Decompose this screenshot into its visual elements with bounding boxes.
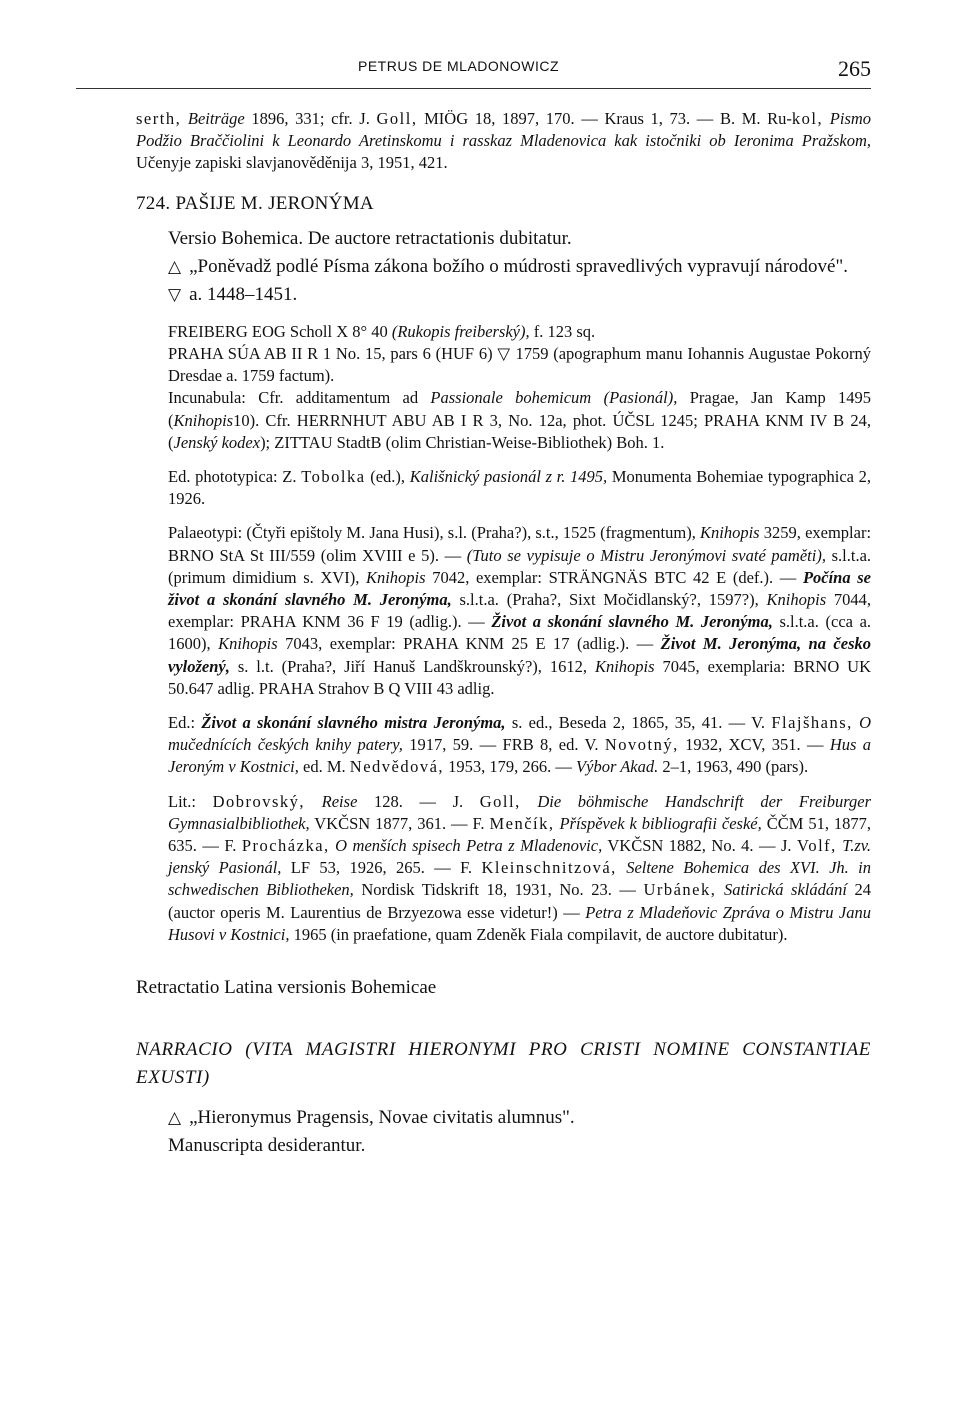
page-number: 265	[838, 56, 871, 81]
triangle-down-icon: ▽	[497, 344, 511, 364]
manuscripta-line: Manuscripta desiderantur.	[168, 1135, 366, 1157]
triangle-down-icon: ▽	[168, 284, 182, 304]
versio-line: Versio Bohemica. De auctore retractationis dubitatur.	[168, 227, 572, 249]
literature-paragraph: Lit.: Dobrovský, Reise 128. — J. Goll, Die böhmische Handschrift der Freiburger Gymnasialbibliothek, VKČSN 1877, 361. — F. Menčík, Příspěvek k bibliografii české, ČČM 51, 1877, 635. — F. Procházka, O menších spisech Petra z Mladenovic, VKČSN 1882, No. 4. — J. Volf, T.zv. jenský Pasionál, LF 53, 1926, 265. — F. Kleinschnitzová, Seltene Bohemica des XVI. Jh. in schwedischen Bibliotheken, Nordisk Tidskrift 18, 1931, No. 23. — Urbánek, Satirická skládání 24 (auctor operis M. Laurentius de Brzyezowa esse videtur!) — Petra z Mladeňovic Zpráva o Mistru Janu Husovi v Kostnici, 1965 (in praefatione, quam Zdeněk Fiala compilavit, de auctore dubitatur).	[168, 791, 872, 944]
manuscripts-block	[136, 321, 871, 946]
incipit-line: △ „Poněvadž podlé Písma zákona božího o múdrosti spravedlivých vypravují národové".	[168, 255, 848, 277]
narracio-title: NARRACIO (VITA MAGISTRI HIERONYMI PRO CRISTI NOMINE CONSTANTIAE EXUSTI)	[136, 1039, 871, 1089]
entry-heading: 724. PAŠIJE M. JERONÝMA	[136, 192, 374, 214]
page-body	[136, 108, 871, 1160]
header-rule	[76, 88, 871, 89]
manuscript-praha: PRAHA SÚA AB II R 1 No. 15, pars 6 (HUF 6) ▽ 1759 (apographum manu Iohannis Augustae Pokorný Dresdae a. 1759 factum).	[168, 344, 872, 386]
intro-paragraph: serth, Beiträge 1896, 331; cfr. J. Goll, MIÖG 18, 1897, 170. — Kraus 1, 73. — B. M. Ru-kol, Pismo Podžio Braččiolini k Leonardo Aretinskomu i rasskaz Mladenovica kak istočniki ob Ieronima Pražskom, Učenyje zapiski slavjanověděnija 3, 1951, 421.	[136, 109, 872, 173]
triangle-up-icon: △	[168, 1108, 182, 1128]
editions-paragraph: Ed.: Život a skonání slavného mistra Jeronýma, s. ed., Beseda 2, 1865, 35, 41. — V. Flajšhans, O mučednících českých knihy patery, 1917, 59. — FRB 8, ed. V. Novotný, 1932, XCV, 351. — Hus a Jeroným v Kostnici, ed. M. Nedvědová, 1953, 179, 266. — Výbor Akad. 2–1, 1963, 490 (pars).	[168, 713, 872, 777]
entry-intro	[136, 225, 871, 309]
palaeotypi-paragraph: Palaeotypi: (Čtyři epištoly M. Jana Husi), s.l. (Praha?), s.t., 1525 (fragmentum), Knihopis 3259, exemplar: BRNO StA St III/559 (olim XVIII e 5). — (Tuto se vypisuje o Mistru Jeronýmovi svaté paměti), s.l.t.a. (primum dimidium s. XVI), Knihopis 7042, exemplar: STRÄNGNÄS BTC 42 E (def.). — Počína se život a skonání slavného M. Jeronýma, s.l.t.a. (Praha?, Sixt Močidlanský?, 1597?), Knihopis 7044, exemplar: PRAHA KNM 36 F 19 (adlig.). — Život a skonání slavného M. Jeronýma, s.l.t.a. (cca a. 1600), Knihopis 7043, exemplar: PRAHA KNM 25 E 17 (adlig.). — Život M. Jeronýma, na česko vyložený, s. l.t. (Praha?, Jiří Hanuš Landškrounský?), 1612, Knihopis 7045, exemplaria: BRNO UK 50.647 adlig. PRAHA Strahov B Q VIII 43 adlig.	[168, 523, 872, 698]
triangle-up-icon: △	[168, 256, 182, 276]
explicit-line: ▽ a. 1448–1451.	[168, 283, 298, 305]
manuscript-freiberg: FREIBERG EOG Scholl X 8° 40 (Rukopis freiberský), f. 123 sq.	[168, 321, 596, 341]
running-title: PETRUS DE MLADONOWICZ	[358, 58, 560, 74]
incunabula-paragraph: Incunabula: Cfr. additamentum ad Passionale bohemicum (Pasionál), Pragae, Jan Kamp 1495 (Knihopis10). Cfr. HERRNHUT ABU AB I R 3, No. 12a, phot. ÚČSL 1245; PRAHA KNM IV B 24, (Jenský kodex); ZITTAU StadtB (olim Christian-Weise-Bibliothek) Boh. 1.	[168, 388, 872, 452]
page-header	[136, 56, 871, 88]
retractatio-heading: Retractatio Latina versionis Bohemicae	[136, 977, 437, 999]
ed-phototypica-paragraph: Ed. phototypica: Z. Tobolka (ed.), Kališnický pasionál z r. 1495, Monumenta Bohemiae typographica 2, 1926.	[168, 467, 872, 509]
latin-incipit-block	[136, 1104, 871, 1160]
latin-incipit-line: △ „Hieronymus Pragensis, Novae civitatis alumnus".	[168, 1107, 575, 1129]
